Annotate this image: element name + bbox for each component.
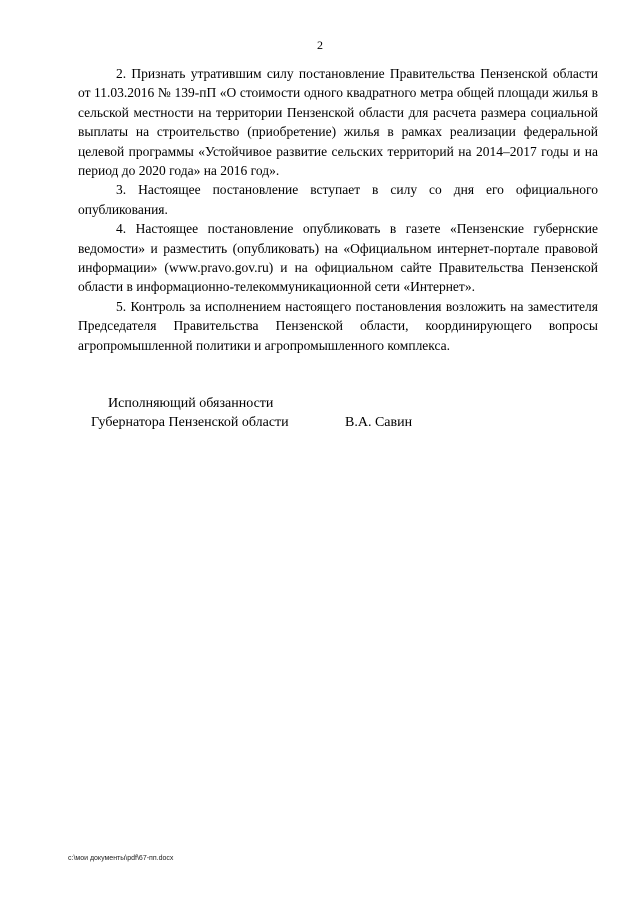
footer-file-path: c:\мои документы\pdf\67-пп.docx xyxy=(68,855,174,862)
paragraph-4: 4. Настоящее постановление опубликовать в газете «Пензенские губернские ведомости» и разместить (опубликовать) на «Официальном интернет-портале правовой информации» (www.pravo.gov.ru) и на официальном сайте Правительства Пензенской области в информационно-телекоммуникационной сети «Интернет». xyxy=(78,221,598,295)
page-number: 2 xyxy=(317,38,323,52)
signatory-position-line2: Губернатора Пензенской области xyxy=(91,415,289,430)
document-body xyxy=(78,64,598,355)
signatory-position-line1: Исполняющий обязанности xyxy=(108,396,274,411)
paragraph-2: 2. Признать утратившим силу постановление Правительства Пензенской области от 11.03.2016 № 139-пП «О стоимости одного квадратного метра общей площади жилья в сельской местности на территории Пензенской области для расчета размера социальной выплаты на строительство (приобретение) жилья в рамках реализации федеральной целевой программы «Устойчивое развитие сельских территорий на 2014–2017 годы и на период до 2020 года» на 2016 год». xyxy=(78,66,598,179)
signatory-name: В.А. Савин xyxy=(345,415,413,430)
paragraph-5: 5. Контроль за исполнением настоящего постановления возложить на заместителя Председателя Правительства Пензенской области, координирующего вопросы агропромышленной политики и агропромышленного комплекса. xyxy=(78,298,598,353)
signature-block xyxy=(0,393,640,433)
paragraph-3: 3. Настоящее постановление вступает в силу со дня его официального опубликования. xyxy=(78,182,598,217)
